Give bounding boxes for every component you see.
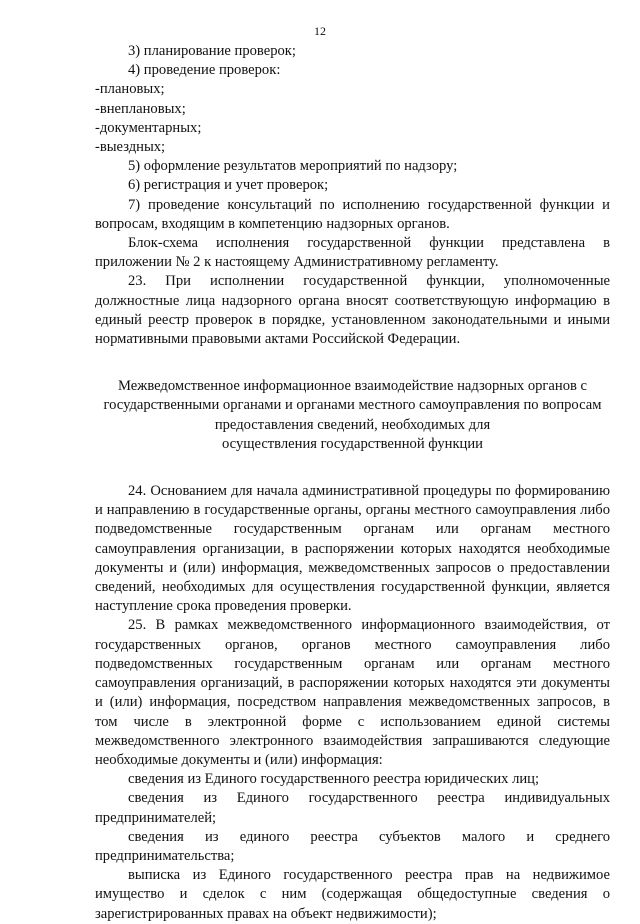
list-item: 6) регистрация и учет проверок; bbox=[128, 177, 329, 194]
info-item: выписка из Единого государственного реестра прав на недвижимое имущество и сделок с ним (содержащая общедоступные сведения о зарегистрированных правах на объект недвижимости); bbox=[95, 867, 610, 922]
paragraph-24: 24. Основанием для начала административной процедуры по формированию и направлению в государственные органы, органы местного самоуправления либо подведомственные государственным органам или органам местного самоуправления организации, в распоряжении которых находятся необходимые документы и (или) информация, межведомственных запросов о предоставлении сведений, необходимых для осуществления государственной функции, является наступление срока проведения проверки. bbox=[95, 483, 610, 615]
list-item: 4) проведение проверок: bbox=[128, 62, 281, 79]
list-item: 3) планирование проверок; bbox=[128, 43, 296, 59]
list-item: -плановых; bbox=[95, 81, 165, 98]
paragraph-blockscheme: Блок-схема исполнения государственной функции представлена в приложении № 2 к настоящему Административному регламенту. bbox=[95, 235, 610, 271]
list-item: -выездных; bbox=[95, 139, 166, 156]
paragraph-23: 23. При исполнении государственной функции, уполномоченные должностные лица надзорного органа вносят соответствующую информацию в единый реестр проверок в порядке, установленном законодательными и иными нормативными правовыми актами Российской Федерации. bbox=[95, 273, 610, 348]
list-item: -внеплановых; bbox=[95, 100, 186, 117]
paragraph-25: 25. В рамках межведомственного информационного взаимодействия, от государственных органов, органов местного самоуправления либо подведомственных государственным органам или органам местного самоуправления организаций, в распоряжении которых находятся эти документы и (или) информация, посредством направления межведомственных запросов, в том числе в электронной форме с использованием единой системы межведомственного электронного взаимодействия запрашиваются следующие необходимые документы и (или) информация: bbox=[95, 617, 610, 768]
paragraph-7: 7) проведение консультаций по исполнению государственной функции и вопросам, входящим в компетенцию надзорных органов. bbox=[95, 196, 610, 232]
section-heading-line: Межведомственное информационное взаимодействие надзорных органов с bbox=[117, 378, 588, 395]
section-heading-line: предоставления сведений, необходимых для bbox=[214, 416, 491, 433]
section-heading-line: государственными органами и органами местного самоуправления по вопросам bbox=[103, 397, 602, 414]
list-item: -документарных; bbox=[95, 119, 202, 136]
list-item: 5) оформление результатов мероприятий по надзору; bbox=[128, 158, 458, 175]
info-item: сведения из Единого государственного реестра юридических лиц; bbox=[128, 771, 540, 788]
info-item: сведения из единого реестра субъектов малого и среднего предпринимательства; bbox=[95, 828, 610, 864]
section-heading bbox=[95, 377, 610, 454]
section-heading-line: осуществления государственной функции bbox=[222, 435, 483, 452]
page-number: 12 bbox=[314, 24, 326, 38]
document-body bbox=[95, 42, 610, 924]
info-item: сведения из Единого государственного реестра индивидуальных предпринимателей; bbox=[95, 790, 610, 826]
